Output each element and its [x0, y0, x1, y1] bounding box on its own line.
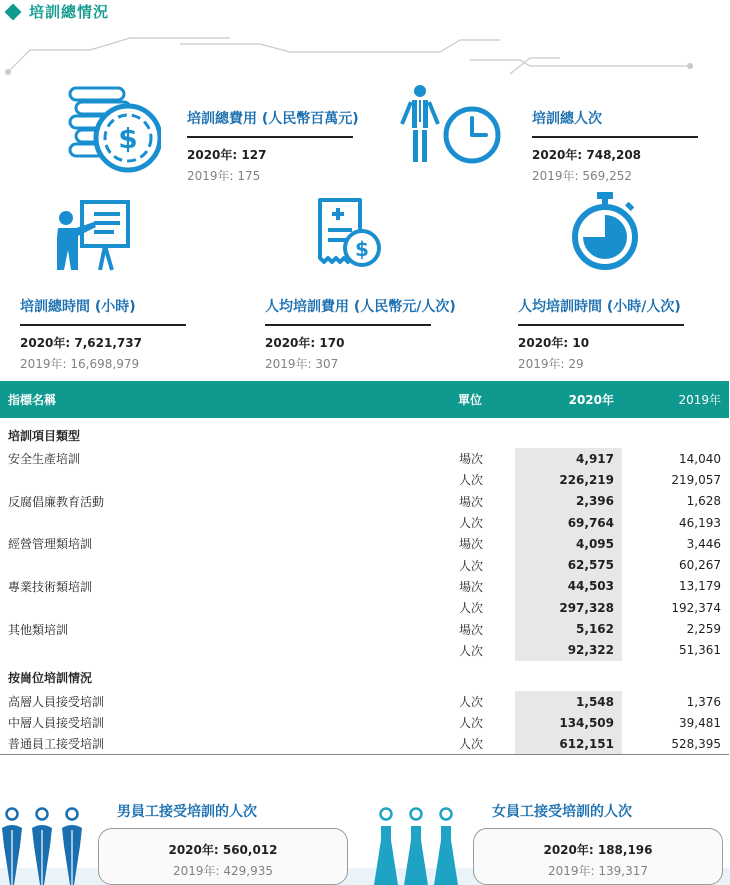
stat-avg-hours — [518, 296, 684, 372]
table-header-row — [0, 381, 729, 418]
table-row — [0, 512, 729, 533]
male-training-box — [98, 828, 348, 885]
row-name — [0, 512, 450, 533]
table-row — [0, 691, 729, 712]
divider — [532, 136, 698, 138]
value-2020: 92,322 — [515, 640, 622, 661]
value-2019: 219,057 — [671, 472, 721, 487]
presenter-board-icon — [54, 200, 134, 272]
value-2020: 612,151 — [515, 734, 622, 755]
header-2020: 2020年 — [568, 393, 614, 407]
stat-previous: 2019年: 307 — [265, 357, 339, 371]
value-2019: 14,040 — [679, 451, 721, 466]
row-unit: 人次 — [459, 473, 484, 488]
value-2019: 528,395 — [622, 734, 729, 755]
row-unit: 場次 — [459, 537, 484, 552]
coins-dollar-icon — [66, 82, 161, 174]
circuit-line-decoration — [0, 30, 730, 80]
table-row — [0, 554, 729, 575]
value-2019: 13,179 — [679, 579, 721, 594]
value-2019: 46,193 — [679, 515, 721, 530]
row-unit: 人次 — [459, 695, 484, 710]
stat-label: 培訓總時間 (小時) — [20, 299, 136, 315]
stat-total-hours — [20, 296, 186, 372]
stat-label: 培訓總費用 (人民幣百萬元) — [187, 111, 359, 127]
svg-text:$: $ — [355, 237, 369, 261]
value-2020: 297,328 — [515, 597, 622, 618]
row-unit: 場次 — [459, 452, 484, 467]
value-2020: 69,764 — [515, 512, 622, 533]
section-label: 培訓項目類型 — [8, 428, 81, 443]
stat-previous: 2019年: 175 — [187, 169, 261, 183]
value-2019: 39,481 — [679, 715, 721, 730]
value-2019: 3,446 — [686, 536, 721, 551]
value-2019: 192,374 — [671, 600, 721, 615]
divider — [187, 136, 353, 138]
stat-total-cost — [187, 108, 359, 184]
diamond-bullet-icon — [5, 3, 22, 20]
row-unit: 場次 — [459, 579, 484, 594]
value-2019: 1,376 — [686, 694, 721, 709]
female-previous: 2019年: 139,317 — [547, 864, 649, 878]
header-2019: 2019年 — [678, 393, 721, 407]
row-name — [0, 597, 450, 618]
value-2019: 60,267 — [679, 558, 721, 573]
row-unit: 人次 — [459, 601, 484, 616]
value-2019: 1,628 — [686, 494, 721, 509]
stat-avg-cost — [265, 296, 456, 372]
divider — [518, 324, 684, 326]
stat-label: 人均培訓時間 (小時/人次) — [518, 299, 681, 315]
female-current: 2020年: 188,196 — [543, 843, 653, 857]
table-row — [0, 448, 729, 469]
row-unit: 人次 — [459, 643, 484, 658]
row-name: 普通員工接受培訓 — [0, 734, 450, 755]
person-clock-icon — [400, 84, 504, 166]
row-name: 反腐倡廉教育活動 — [8, 494, 105, 509]
row-unit: 人次 — [450, 734, 515, 755]
value-2020: 2,396 — [515, 491, 622, 512]
svg-text:$: $ — [118, 122, 138, 155]
table-row — [0, 469, 729, 490]
stat-previous: 2019年: 16,698,979 — [20, 357, 140, 371]
female-training-label: 女員工接受培訓的人次 — [492, 804, 632, 820]
row-unit: 場次 — [459, 494, 484, 509]
value-2019: 51,361 — [679, 643, 721, 658]
receipt-coin-icon — [316, 196, 382, 270]
value-2020: 1,548 — [515, 691, 622, 712]
female-training-box — [473, 828, 723, 885]
row-name: 其他類培訓 — [8, 622, 69, 637]
section-row — [0, 661, 729, 691]
row-name: 高層人員接受培訓 — [8, 695, 105, 710]
row-unit: 人次 — [459, 516, 484, 531]
value-2019: 2,259 — [686, 622, 721, 637]
section-title: 培訓總情況 — [29, 3, 110, 21]
header-indicator-name: 指標名稱 — [8, 393, 57, 407]
stat-current: 2020年: 170 — [265, 336, 345, 350]
stat-label: 培訓總人次 — [532, 111, 602, 127]
stat-previous: 2019年: 569,252 — [532, 169, 633, 183]
section-label: 按崗位培訓情況 — [8, 671, 93, 686]
stat-current: 2020年: 10 — [518, 336, 590, 350]
row-unit: 人次 — [459, 716, 484, 731]
male-figures-icon — [0, 806, 88, 885]
table-row — [0, 597, 729, 618]
header-unit: 單位 — [458, 393, 483, 407]
section-row — [0, 418, 729, 448]
stat-current: 2020年: 127 — [187, 148, 267, 162]
stat-total-people — [532, 108, 698, 184]
row-name: 專業技術類培訓 — [8, 579, 93, 594]
stat-previous: 2019年: 29 — [518, 357, 584, 371]
value-2020: 62,575 — [515, 554, 622, 575]
table-row — [0, 533, 729, 554]
male-current: 2020年: 560,012 — [168, 843, 278, 857]
stopwatch-icon — [570, 190, 640, 270]
table-row — [0, 640, 729, 661]
value-2020: 4,095 — [515, 533, 622, 554]
value-2020: 226,219 — [515, 469, 622, 490]
row-unit: 場次 — [459, 622, 484, 637]
divider — [20, 324, 186, 326]
table-row — [0, 491, 729, 512]
stat-label: 人均培訓費用 (人民幣元/人次) — [265, 299, 456, 315]
value-2020: 134,509 — [515, 712, 622, 733]
divider — [265, 324, 431, 326]
section-title-row — [4, 1, 109, 22]
row-name — [0, 554, 450, 575]
stat-current: 2020年: 7,621,737 — [20, 336, 142, 350]
value-2020: 4,917 — [515, 448, 622, 469]
row-name: 中層人員接受培訓 — [8, 716, 105, 731]
row-name: 經營管理類培訓 — [8, 537, 93, 552]
male-previous: 2019年: 429,935 — [172, 864, 274, 878]
table-row — [0, 734, 729, 755]
row-name — [0, 469, 450, 490]
training-data-table — [0, 381, 729, 755]
table-row — [0, 618, 729, 639]
table-row — [0, 576, 729, 597]
male-training-label: 男員工接受培訓的人次 — [117, 804, 257, 820]
value-2020: 44,503 — [515, 576, 622, 597]
row-unit: 人次 — [459, 558, 484, 573]
table-row — [0, 712, 729, 733]
female-figures-icon — [374, 806, 462, 885]
row-name: 安全生產培訓 — [8, 452, 81, 467]
row-name — [0, 640, 450, 661]
stat-current: 2020年: 748,208 — [532, 148, 642, 162]
value-2020: 5,162 — [515, 618, 622, 639]
